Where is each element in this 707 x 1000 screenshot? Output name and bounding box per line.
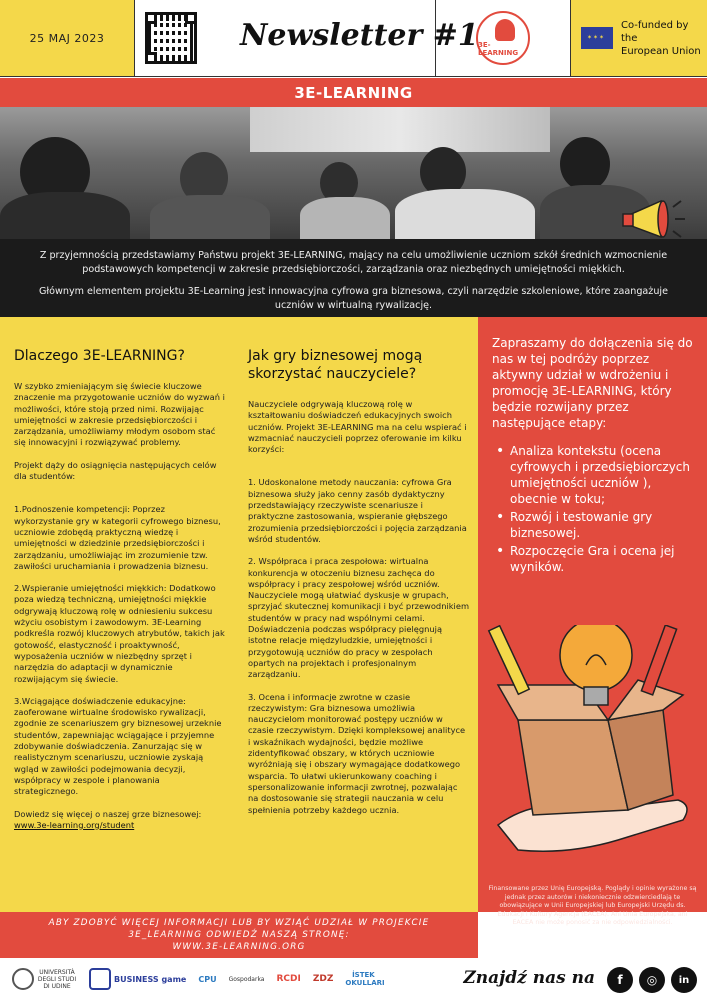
intro-paragraph-1: Z przyjemnością przedstawiamy Państwu projekt 3E-LEARNING, mający na celu umożliwienie uczniom szkół średnich wzmocnienie podstawowych kompetencji w zakresie przedsiębiorczości, zarządzania oraz niezbędnych umiejętności miękkich. [39,250,668,275]
cta-website-link[interactable]: WWW.3E-LEARNING.ORG [172,942,306,952]
why-paragraph: 1.Podnoszenie kompetencji: Poprzez wykorzystanie gry w kategorii cyfrowego biznesu, uczniowie zdobędą praktyczną wiedzę i umiejętności w dziedzinie przedsiębiorczości i zarządzaniu, umożliwiając im zrozumienie tzw. zawiłości uruchamiania i prowadzenia biznesu. [14,504,221,571]
teachers-paragraph: 1. Udoskonalone metody nauczania: cyfrowa Gra biznesowa służy jako cenny zasób dydaktyczny przedstawiający rzeczywiste scenariusze i praktyczne zastosowania, wspieranie głębszego zrozumienia przedsiębiorczości i pojęcia zarządzania wśród studentów. [248,477,467,544]
invitation-lead: Zapraszamy do dołączenia się do nas w tej podróży poprzez aktywny udział w wdrożeniu i promocję 3E-LEARNING, który będzie rozwijany przez następujące etapy: [492,336,693,430]
eu-cofunded [570,0,707,76]
partner-logo-istek: İSTEK OKULLARI [345,971,385,987]
partner-logo-zdz: ZDZ [312,974,334,984]
newsletter-header [0,0,707,77]
partner-logo-business-game: BUSINESS game [89,968,186,990]
teachers-heading: Jak gry biznesowej mogą skorzystać nauczyciele? [248,348,423,382]
why-column [0,317,240,912]
list-item: • Rozpoczęcie Gra i ocena jej wyników. [492,543,693,575]
call-to-action [0,912,478,958]
partner-logo-rcdi: RCDI [276,974,301,984]
teachers-paragraph: 2. Współpraca i praca zespołowa: wirtualna konkurencja w otoczeniu biznesu zachęca do współpracy i pracy zespołowej wśród uczniów. Nauczyciele mogą ułatwiać dyskusje w grupach, sprzyjać skutecznej komunikacji i być przewodnikiem studentów w pracy nad wspólnymi celami. Doświadczenia podczas współpracy pielęgnują istotne relacje międzyludzkie, umiejętności i przygotowują uczniów do pracy w zespołach opartych na projektach i profesjonalnym zarządzaniu. [248,556,470,680]
newsletter-title: Newsletter #1 [240,18,479,53]
eu-text-line2: European Union [621,45,701,57]
eu-disclaimer: Finansowane przez Unię Europejską. Poglądy i opinie wyrażone są jednak przez autorów i niekoniecznie odzwierciedlają te obowiązujące w Unii Europejskiej lub Europejski Urzędu ds. Edukacji i Kultury Agencja (EACEA). Ani Unia Europejska, ani EACEA nie może ponosić za nie odpowiedzialności. [488,885,697,927]
logo-text: 3E-LEARNING [478,41,519,57]
why-paragraph: Projekt dąży do osiągnięcia następujących celów dla studentów: [14,459,217,482]
teachers-paragraph: Nauczyciele odgrywają kluczową rolę w kształtowaniu doświadczeń edukacyjnych swoich uczniów. Projekt 3E-LEARNING ma na celu wspierać i wzmacniać nauczycieli poprzez oferowanie im kilku korzyści: [248,399,467,455]
cta-line2: 3E_LEARNING ODWIEDŹ NASZĄ STRONĘ: [128,930,350,940]
cta-line1: ABY ZDOBYĆ WIĘCEJ INFORMACJI LUB BY WZIĄĆ UDZIAŁ W PROJEKCIE [48,918,430,928]
why-paragraph: 3.Wciągające doświadczenie edukacyjne: zaoferowane wirtualne środowisko rywalizacji, zgodnie ze scenariuszem gry biznesowej urzeknie studentów, zapewniając wciągające i przyjemne zdobywanie doświadczenia. Zanurzając się w realistycznym scenariuszu, uczniowie zyskają wgląd w zawiłości podejmowania decyzji, współpracy w zespole i planowania strategicznego. [14,695,222,797]
partner-logo-udine: UNIVERSITÀ DEGLI STUDI DI UDINE [12,968,77,990]
project-band [0,78,707,107]
more-info-text: Dowiedz się więcej o naszej grze biznesowej: [14,808,202,819]
eu-flag-icon [581,27,613,49]
intro-section [0,239,707,317]
why-paragraph: W szybko zmieniającym się świecie kluczowe znaczenie ma przygotowanie uczniów do wyzwań i możliwości, które stoją przed nimi. Rozwijając umiejętności w zakresie przedsiębiorczości i zarządzania, umożliwiamy młodym osobom stać się innowacyjni i rozwiązywać problemy. [14,381,225,448]
stage-list [492,443,693,575]
issue-date: 25 MAJ 2023 [0,0,135,76]
student-link[interactable]: www.3e-learning.org/student [14,819,135,830]
teachers-paragraph: 3. Ocena i informacje zwrotne w czasie rzeczywistym: Gra biznesowa umożliwia nauczycielom monitorować postępy uczniów w czasie rzeczywistym. Dzięki kompleksowej analityce i wskaźnikach wydajności, będzie możliwe zidentyfikować obszary, w których uczniowie wyróżniają się i obszary wymagające dodatkowego wsparcia. To ułatwi ukierunkowany coaching i spersonalizowanie informacji zwrotnej, pozwalając na dostosowanie się strategii nauczania w celu spełnienia potrzeby każdego ucznia. [248,691,466,815]
rocket-icon [476,11,530,65]
find-us-label: Znajdź nas na [463,968,595,988]
instagram-icon[interactable]: ◎ [639,967,665,993]
why-heading: Dlaczego 3E-LEARNING? [14,348,185,364]
partner-logo-cpu: CPU [198,974,217,984]
intro-paragraph-2: Głównym elementem projektu 3E-Learning jest innowacyjna cyfrowa gra biznesowa, czyli narzędzie szkoleniowe, które zaangażuje uczniów w wirtualną rywalizację. [39,286,668,311]
ideas-box-illustration [478,625,707,865]
linkedin-icon[interactable]: in [671,967,697,993]
footer [0,958,707,1000]
partner-logo-gospodarka: Gospodarka [228,975,265,983]
eu-text-line1: Co-funded by the [621,19,689,44]
teachers-column [240,317,478,912]
title-area [135,0,479,76]
band-title: 3E-LEARNING [294,83,413,102]
classroom-photo [0,107,707,239]
qr-code-icon[interactable] [145,12,197,64]
megaphone-icon [621,197,689,239]
list-item: • Rozwój i testowanie gry biznesowej. [492,509,693,541]
facebook-icon[interactable]: f [607,967,633,993]
why-paragraph: 2.Wspieranie umiejętności miękkich: Dodatkowo poza wiedzą techniczną, umiejętności miękkie odgrywają kluczową rolę w odniesieniu sukcesu wżyciu osobistym i zawodowym. 3E-Learning podkreśla rozwój kluczowych atrybutów, takich jak gotowość, elastyczność i proaktywność, wyposażenia uczniów w niezbędny sprzęt i narzędzia do adaptacji w dynamicznie rozwijającym się świecie. [14,583,225,684]
list-item: • Analiza kontekstu (ocena cyfrowych i przedsiębiorczych umiejętności uczniów ), obecnie w toku; [492,443,693,507]
